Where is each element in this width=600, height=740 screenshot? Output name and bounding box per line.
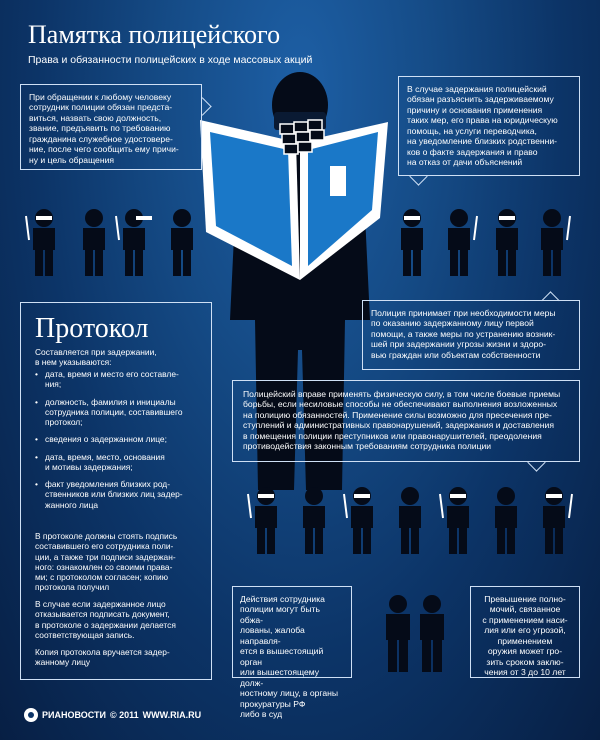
officers-row-left	[22, 208, 202, 278]
protocol-refusal: В случае если задержанное лицо отказывается подписать документ, в протоколе о задержании делается соответствующая запись.	[35, 599, 176, 640]
footer-brand: РИАНОВОСТИ	[42, 710, 106, 720]
footer-copyright: © 2011	[110, 710, 139, 720]
protocol-items	[35, 369, 207, 517]
callout-complaint-text: Действия сотрудника полиции могут быть обжа- лованы, жалоба направля- ется в вышестоящий орган или вышестоящему долж- ностному лицу, в органы прокуратуры РФ либо в суд	[240, 594, 339, 720]
protocol-item: • дата, время, место, основания и мотивы задержания;	[35, 452, 207, 473]
callout-complaint	[232, 586, 352, 720]
protocol-signatures: В протоколе должны стоять подпись составившего его сотрудника поли- ции, а также три подписи задержан- ного: ознакомлен со своими права- ми; с протоколом согласен; копию протокола получил	[35, 531, 178, 593]
protocol-heading: Протокол	[35, 313, 149, 344]
protocol-item: • сведения о задержанном лице;	[35, 434, 207, 444]
callout-use-of-force-text: Полицейский вправе применять физическую силу, в том числе боевые приемы борьбы, если несиловые способы не обеспечивают выполнения возложенных на полицию обязанностей. Применение силы возможно для пресечения пре- ступлений и административных правонарушений, задержания и доставления в помещения полиции преступников или правонарушителей, преодоления противодействия законным требованиям сотрудника полиции	[243, 389, 561, 452]
protocol-copy: Копия протокола вручается задер- жанному лицу	[35, 647, 170, 668]
protocol-intro: Составляется при задержании, в нем указываются:	[35, 347, 157, 368]
ria-logo-icon	[24, 708, 38, 722]
callout-abuse-of-power	[470, 586, 580, 678]
callout-identification-text: При обращении к любому человеку сотрудник полиции обязан предста- виться, назвать свою должность, звание, предъявить по требованию гражданина служебное удостовере- ние, после чего сообщить ему причи- ну и цель обращения	[29, 92, 179, 165]
callout-first-aid	[362, 300, 580, 370]
protocol-item: • факт уведомления близких род- ственников или близких лиц задер- жанного лица	[35, 479, 207, 510]
protocol-item: • должность, фамилия и инициалы сотрудника полиции, составившего протокол;	[35, 397, 207, 428]
page-subtitle: Права и обязанности полицейских в ходе массовых акций	[28, 54, 313, 66]
callout-detention-rights	[398, 76, 580, 176]
footer	[24, 708, 201, 722]
footer-site: WWW.RIA.RU	[142, 710, 202, 720]
officers-row-right	[395, 208, 585, 278]
protocol-item: • дата, время и место его составле- ния;	[35, 369, 207, 390]
two-citizens-figure	[382, 594, 452, 674]
page-title: Памятка полицейского	[28, 20, 281, 49]
callout-identification	[20, 84, 202, 170]
callout-use-of-force	[232, 380, 580, 462]
officers-crowd	[232, 486, 592, 556]
callout-detention-rights-text: В случае задержания полицейский обязан разъяснить задерживаемому причину и основания применения таких мер, его права на юридическую помощь, на услуги переводчика, на уведомление близких родственни- ков о факте задержания и право на отказ от дачи объяснений	[407, 84, 558, 168]
protocol-panel	[20, 302, 212, 680]
callout-first-aid-text: Полиция принимает при необходимости меры по оказанию задержанному лицу первой помощи, а также меры по устранению возник- шей при задержании угрозы жизни и здоро- вью граждан или объектам собственности	[371, 308, 556, 360]
callout-abuse-of-power-text: Превышение полно- мочий, связанное с применением наси- лия или его угрозой, применением оружия может гро- зить сроком заклю- чения от 3 до 10 лет	[482, 594, 568, 678]
